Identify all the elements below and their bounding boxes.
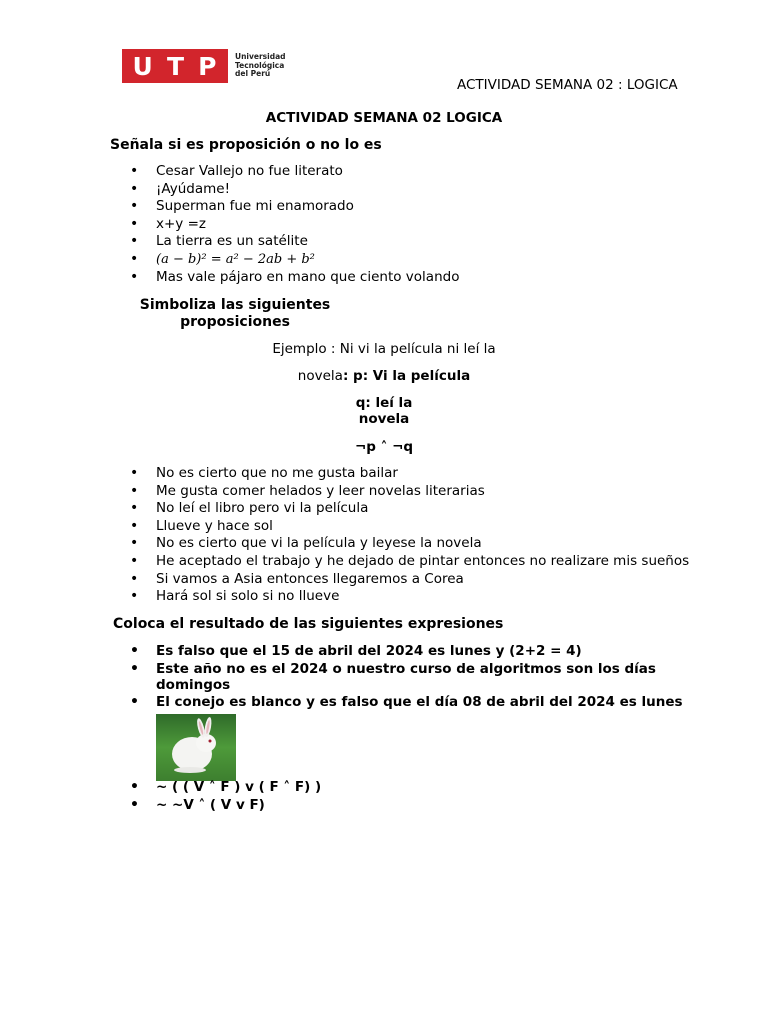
logo-letter-p: P xyxy=(198,51,218,81)
section2-list xyxy=(130,465,689,606)
list-item: • x+y =z xyxy=(130,216,459,234)
list-item: • ~ ( ( V ˄ F ) v ( F ˄ F) ) xyxy=(130,779,321,797)
section2-heading xyxy=(138,297,332,331)
logo-line-1: Universidad xyxy=(235,52,286,62)
logo-mark xyxy=(122,49,228,83)
utp-logo xyxy=(122,49,286,83)
example-q xyxy=(0,396,768,427)
logo-text xyxy=(235,53,286,79)
section3-list xyxy=(130,643,716,711)
list-item: • No es cierto que vi la película y leyese la novela xyxy=(130,535,689,553)
example-formula: ¬p ˄ ¬q xyxy=(354,439,414,455)
logo-letter-u: U xyxy=(132,51,154,81)
section2-heading-line2: proposiciones xyxy=(180,314,290,330)
list-item: • El conejo es blanco y es falso que el día 08 de abril del 2024 es lunes xyxy=(130,694,716,712)
list-item: • Cesar Vallejo no fue literato xyxy=(130,163,459,181)
section2-heading-line1: Simboliza las siguientes xyxy=(139,297,331,313)
section1-heading: Señala si es proposición o no lo es xyxy=(110,137,382,153)
list-item: • Hará sol si solo si no llueve xyxy=(130,588,689,606)
list-item: • No leí el libro pero vi la película xyxy=(130,500,689,518)
formula-text: (a − b)² = a² − 2ab + b² xyxy=(156,251,315,267)
list-item: • Si vamos a Asia entonces llegaremos a Corea xyxy=(130,571,689,589)
section3-heading: Coloca el resultado de las siguientes expresiones xyxy=(113,616,504,632)
list-item: • No es cierto que no me gusta bailar xyxy=(130,465,689,483)
example-p: : p: Vi la película xyxy=(342,368,471,384)
list-item: • Me gusta comer helados y leer novelas literarias xyxy=(130,483,689,501)
example-line: Ejemplo : Ni vi la película ni leí la xyxy=(272,341,496,357)
list-item: • Mas vale pájaro en mano que ciento volando xyxy=(130,269,459,287)
example-q-line2: novela xyxy=(358,410,410,427)
list-item: • He aceptado el trabajo y he dejado de pintar entonces no realizare mis sueños xyxy=(130,553,689,571)
example-q-line1: q: leí la xyxy=(355,395,413,411)
example-novela: novela xyxy=(297,368,343,384)
logo-letter-t: T xyxy=(166,51,186,81)
header-title: ACTIVIDAD SEMANA 02 : LOGICA xyxy=(457,77,678,93)
list-item: • La tierra es un satélite xyxy=(130,233,459,251)
list-item: • Este año no es el 2024 o nuestro curso de algoritmos son los días domingos xyxy=(130,661,716,694)
document-title: ACTIVIDAD SEMANA 02 LOGICA xyxy=(265,110,503,126)
list-item: • ¡Ayúdame! xyxy=(130,181,459,199)
list-item: • ~ ~V ˄ ( V v F) xyxy=(130,797,321,815)
list-item-formula xyxy=(130,251,459,269)
rabbit-image xyxy=(156,714,236,781)
logo-line-3: del Perú xyxy=(235,69,271,79)
section3-list-2 xyxy=(130,779,321,814)
list-item: • Llueve y hace sol xyxy=(130,518,689,536)
logo-line-2: Tecnológica xyxy=(235,60,285,70)
list-item: • Es falso que el 15 de abril del 2024 es lunes y (2+2 = 4) xyxy=(130,643,716,661)
example-p-line xyxy=(0,368,768,384)
list-item: • Superman fue mi enamorado xyxy=(130,198,459,216)
section1-list xyxy=(130,163,459,286)
